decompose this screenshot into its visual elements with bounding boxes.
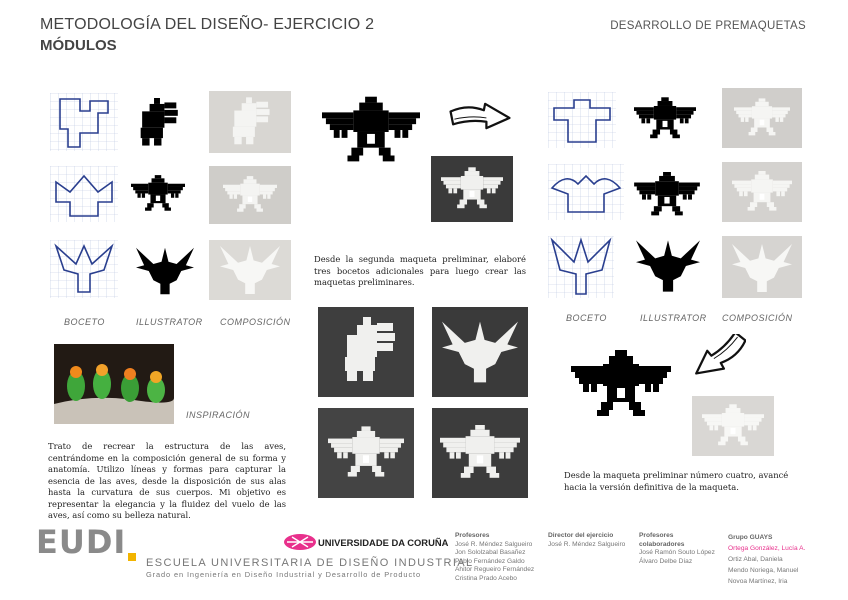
illustrator-2 (131, 169, 185, 219)
inspiration-photo (54, 344, 174, 424)
sketch-2 (50, 166, 118, 222)
colaboradores-heading: Profesores colaboradores (639, 532, 685, 548)
profesor: Jon Sololzabal Basañez (455, 549, 526, 557)
sketch-6 (548, 236, 614, 298)
composition-2 (209, 166, 291, 224)
section-label: DESARROLLO DE PREMAQUETAS (610, 20, 806, 32)
illustrator-4 (634, 96, 696, 142)
middle-description: Desde la segunda maqueta preliminar, elaboré tres bocetos adicionales para luego crear las maquetas preliminares. (314, 254, 526, 287)
eudi-logo (36, 523, 127, 561)
page-title: METODOLOGÍA DEL DISEÑO- EJERCICIO 2 (40, 16, 375, 33)
left-description: Trato de recrear la estructura de las aves, centrándome en la composición general de su forma y anatomía. Utilizo líneas y formas para capturar la esencia de las aves, desde la disposición de sus alas hasta la curvatura de sus cuerpos. Mi objetivo es representar la elegancia y la fluidez del vuelo de las aves, así como su belleza natural. (48, 441, 286, 520)
group-member: Mendo Noriega, Manuel (728, 567, 799, 574)
caption-composicion-right: COMPOSICIÓN (722, 313, 793, 323)
right-description: Desde la maqueta preliminar número cuatro, avancé hacia la versión definitiva de la maqueta. (564, 470, 789, 492)
caption-boceto-left: BOCETO (64, 317, 105, 327)
page-subtitle: MÓDULOS (40, 37, 117, 54)
final-illustrator (570, 350, 672, 420)
sketch-4 (548, 92, 616, 148)
maqueta-2 (432, 307, 528, 397)
middle-composition (431, 156, 513, 222)
profesor: Cristina Prado Acebo (455, 574, 517, 582)
composition-5 (722, 162, 802, 222)
profesores-heading: Profesores (455, 532, 490, 539)
group-heading: Grupo GUAYS (728, 534, 773, 541)
colaborador: José Ramón Souto López (639, 549, 715, 557)
degree-name: Grado en Ingeniería en Diseño Industrial y Desarrollo de Producto (146, 570, 422, 579)
sketch-1 (50, 93, 118, 151)
group-block (728, 532, 824, 587)
illustrator-1 (134, 98, 180, 150)
middle-illustrator (322, 94, 420, 168)
caption-inspiracion: INSPIRACIÓN (186, 410, 251, 420)
eudi-logo-text: EUDI (36, 523, 127, 561)
maqueta-3 (318, 408, 414, 498)
group-member: Ortiz Abal, Daniela (728, 556, 783, 563)
caption-composicion-left: COMPOSICIÓN (220, 317, 291, 327)
illustrator-3 (136, 245, 194, 297)
caption-illustrator-right: ILLUSTRATOR (640, 313, 707, 323)
group-member: Novoa Martínez, Iria (728, 578, 788, 585)
colaboradores-block (639, 532, 719, 566)
profesor: Ahitor Regueiro Fernández (455, 566, 535, 574)
profesor: Pablo Fernández Galdo (455, 557, 525, 565)
final-composition (692, 396, 774, 456)
udc-logo-icon (283, 533, 317, 551)
caption-boceto-right: BOCETO (566, 313, 607, 323)
sketch-3 (50, 240, 118, 298)
composition-1 (209, 91, 291, 153)
composition-6 (722, 236, 802, 298)
maqueta-1 (318, 307, 414, 397)
arrow-down-left-icon (694, 334, 746, 378)
eudi-logo-dot (128, 553, 136, 561)
sketch-5 (548, 164, 624, 220)
illustrator-6 (636, 240, 700, 292)
university-name: UNIVERSIDADE DA CORUÑA (318, 537, 449, 548)
profesores-block (455, 532, 547, 584)
composition-3 (209, 240, 291, 300)
director-name: José R. Méndez Salgueiro (548, 540, 626, 548)
school-name: ESCUELA UNIVERSITARIA DE DISEÑO INDUSTRIAL (146, 557, 474, 569)
director-heading: Director del ejercicio (548, 532, 614, 539)
composition-4 (722, 88, 802, 148)
director-block (548, 532, 634, 549)
colaborador: Álvaro Delbe Díaz (639, 557, 693, 565)
arrow-right-icon (448, 98, 512, 134)
caption-illustrator-left: ILLUSTRATOR (136, 317, 203, 327)
illustrator-5 (630, 172, 704, 218)
profesor: José R. Méndez Salgueiro (455, 540, 533, 548)
group-member: Ortega González, Lucía A. (728, 545, 806, 552)
maqueta-4 (432, 408, 528, 498)
